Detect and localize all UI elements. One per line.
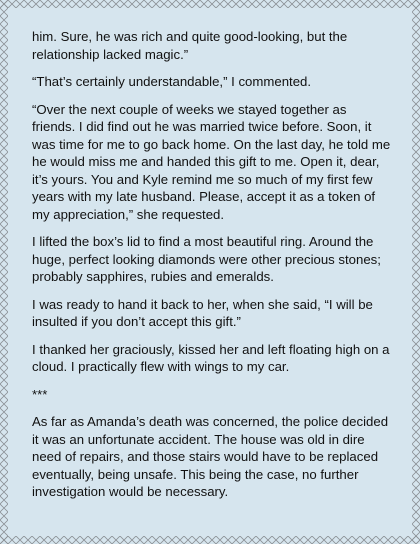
- paragraph: him. Sure, he was rich and quite good-looking, but the relationship lacked magic.”: [32, 29, 348, 62]
- paragraph: I thanked her graciously, kissed her and left floating high on a cloud. I practically flew with wings to my car.: [32, 341, 390, 374]
- document-body: [32, 28, 392, 511]
- paragraph: As far as Amanda’s death was concerned, the police decided it was an unfortunate accident. The house was old in dire need of repairs, and those stairs would have to be replaced eventually, being unsafe. This being the case, no further investigation would be necessary.: [32, 414, 389, 499]
- paragraph: I lifted the box’s lid to find a most beautiful ring. Around the huge, perfect looking diamonds were other precious stones; probably sapphires, rubies and emeralds.: [32, 234, 381, 284]
- paragraph: I was ready to hand it back to her, when she said, “I will be insulted if you don’t accept this gift.”: [32, 296, 373, 329]
- scene-break: ***: [32, 386, 48, 402]
- paragraph: “That’s certainly understandable,” I commented.: [32, 74, 312, 89]
- paragraph: “Over the next couple of weeks we stayed together as friends. I did find out he was married twice before. Soon, it was time for me to go back home. On the last day, he told me he would miss me and handed this gift to me. Open it, dear, it’s yours. You and Kyle remind me so much of my first few years with my late husband. Please, accept it as a token of my appreciation,” she requested.: [32, 101, 391, 222]
